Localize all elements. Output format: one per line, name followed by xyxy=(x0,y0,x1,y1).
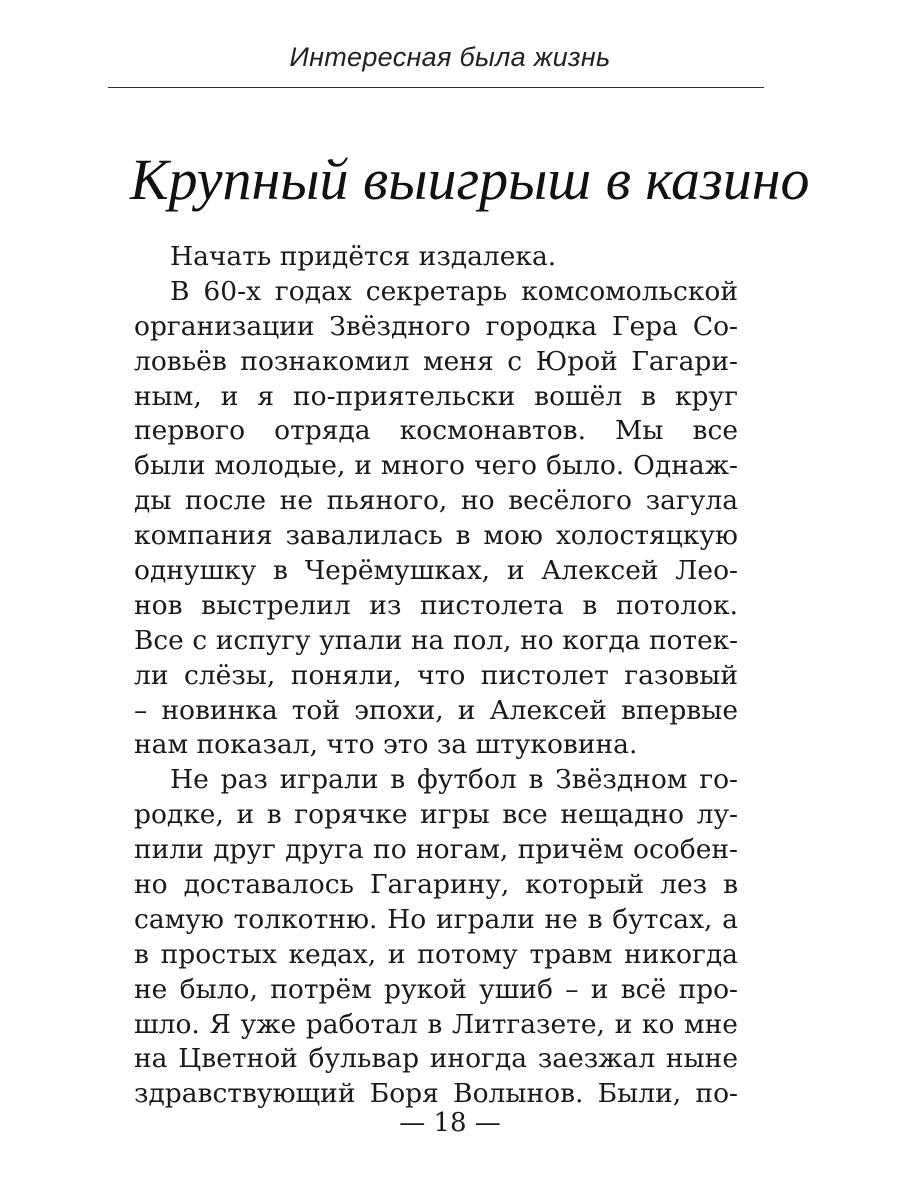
paragraph-line: однушку в Черёмушках, и Алексей Лео- xyxy=(134,555,738,587)
paragraph-line: нам показал, что это за штуковина. xyxy=(134,729,638,761)
paragraph-line: – новинка той эпохи, и Алексей впервые xyxy=(134,694,738,726)
paragraph-line: были молодые, и много чего было. Однаж- xyxy=(134,450,738,482)
running-header: Интересная была жизнь xyxy=(289,42,611,72)
paragraph-line: ловьёв познакомил меня с Юрой Гагари- xyxy=(134,345,738,377)
paragraph-line: пили друг друга по ногам, причём особен- xyxy=(134,834,738,866)
paragraph-line: но доставалось Гагарину, который лез в xyxy=(134,869,738,901)
paragraph-line: организации Звёздного городка Гера Со- xyxy=(134,310,738,342)
paragraph-line: родке, и в горячке игры все нещадно лу- xyxy=(134,799,738,831)
paragraph-line: не было, потрём рукой ушиб – и всё про- xyxy=(134,973,738,1005)
paragraph-line: ли слёзы, поняли, что пистолет газовый xyxy=(134,659,738,691)
paragraph-line: ным, и я по-приятельски вошёл в круг xyxy=(134,380,738,412)
chapter-title: Крупный выигрыш в казино xyxy=(130,147,810,212)
paragraph-line: первого отряда космонавтов. Мы все xyxy=(134,415,738,447)
paragraph-line: Не раз играли в футбол в Звёздном го- xyxy=(170,764,738,796)
paragraph-line: нов выстрелил из пистолета в потолок. xyxy=(134,589,738,621)
paragraph-line: компания завалилась в мою холостяцкую xyxy=(134,520,738,552)
header-rule xyxy=(108,87,764,88)
paragraph-line: ды после не пьяного, но весёлого загула xyxy=(134,485,738,517)
paragraph-line: В 60-х годах секретарь комсомольской xyxy=(170,275,738,307)
paragraph-line: Начать придётся издалека. xyxy=(170,241,557,272)
paragraph-line: самую толкотню. Но играли не в бутсах, а xyxy=(134,903,738,935)
paragraph-line: Все с испугу упали на пол, но когда потек- xyxy=(134,625,738,656)
body-text xyxy=(134,240,738,1112)
page-number: — 18 — xyxy=(399,1108,501,1138)
paragraph-line: в простых кедах, и потому травм никогда xyxy=(134,938,738,970)
paragraph-line: шло. Я уже работал в Литгазете, и ко мне xyxy=(134,1008,738,1040)
paragraph-line: на Цветной бульвар иногда заезжал ныне xyxy=(134,1043,738,1075)
paragraph-line: здравствующий Боря Волынов. Были, по- xyxy=(134,1078,738,1110)
